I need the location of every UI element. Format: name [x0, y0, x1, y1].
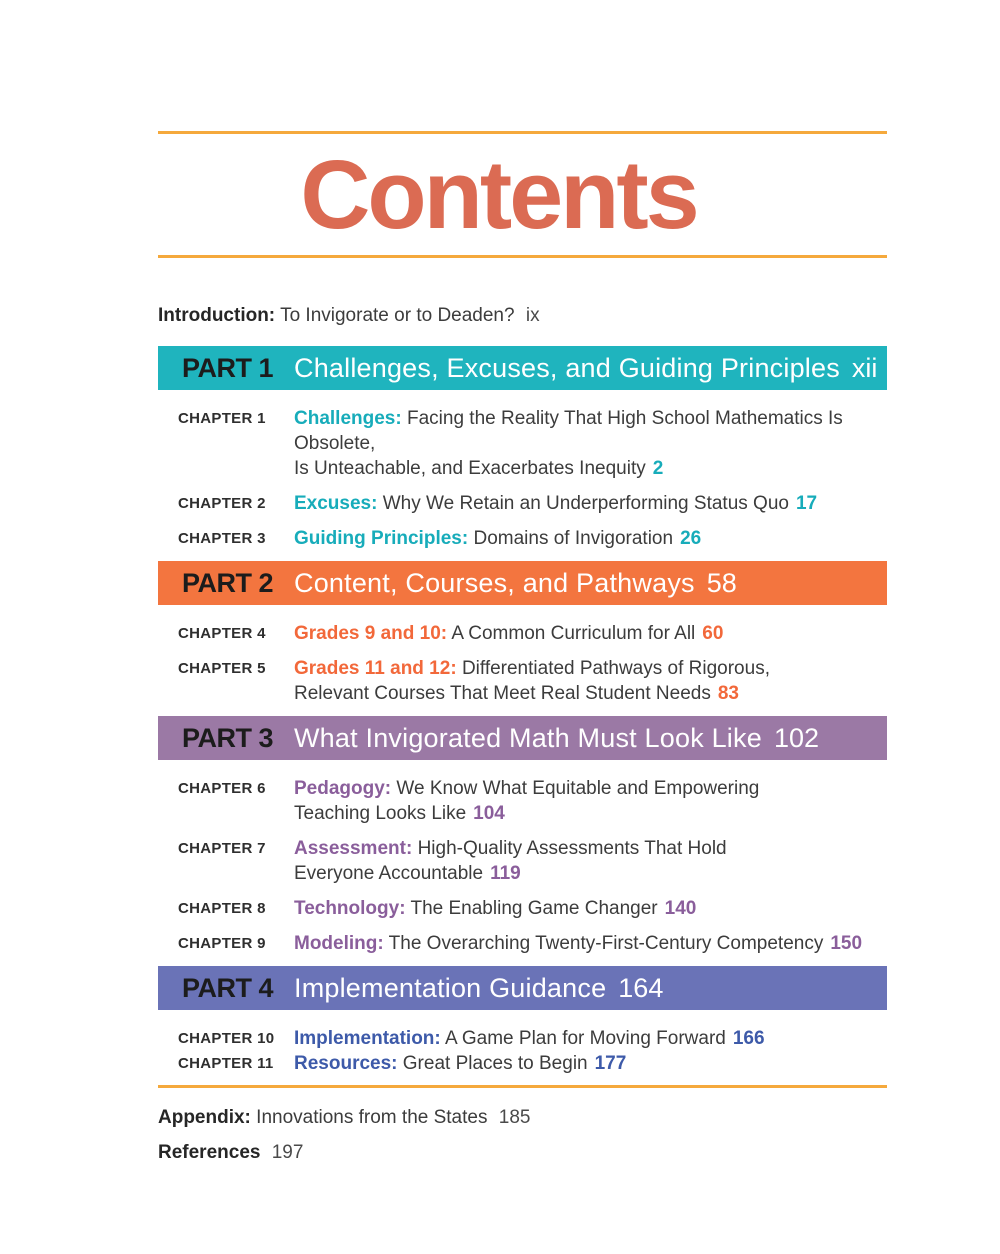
chapter-3-page-number: 26	[680, 528, 702, 549]
chapter-4-label: CHAPTER 4	[178, 625, 266, 642]
chapter-2-page-number: 17	[795, 493, 818, 514]
chapter-11-keyword: Resources:	[294, 1053, 398, 1074]
part-1-bar	[158, 346, 887, 390]
chapter-4-page-number: 60	[702, 623, 724, 644]
chapter-1-label: CHAPTER 1	[178, 410, 266, 427]
part-3-bar	[158, 716, 887, 760]
chapter-9-line-1: The Overarching Twenty-First-Century Competency	[388, 933, 824, 954]
part-2-page-number: 58	[706, 567, 737, 598]
appendix-entry	[158, 1106, 887, 1130]
bottom-rule	[158, 1085, 887, 1088]
part-2-label: PART 2	[182, 567, 274, 598]
chapter-5-page-number: 83	[717, 683, 739, 704]
chapter-1-text	[294, 406, 887, 481]
part-3-title: What Invigorated Math Must Look Like	[294, 722, 762, 753]
chapter-9-keyword: Modeling:	[294, 933, 384, 954]
intro-page-number: ix	[525, 305, 540, 326]
chapter-8-text	[294, 896, 887, 921]
chapter-7-line-1: High-Quality Assessments That Hold	[417, 838, 727, 859]
references-label: References	[158, 1142, 261, 1163]
chapter-row-8	[158, 896, 887, 921]
appendix-label: Appendix:	[158, 1107, 251, 1128]
chapter-9-text	[294, 931, 887, 956]
chapter-1-page-number: 2	[652, 458, 664, 479]
chapter-11-label: CHAPTER 11	[178, 1055, 274, 1072]
chapter-2-label: CHAPTER 2	[178, 495, 266, 512]
chapter-8-label: CHAPTER 8	[178, 900, 266, 917]
chapter-4-text	[294, 621, 887, 646]
chapter-4-line-1: A Common Curriculum for All	[451, 623, 696, 644]
part-2-bar	[158, 561, 887, 605]
chapter-row-1	[158, 406, 887, 481]
content-column	[158, 0, 887, 1165]
chapter-7-page-number: 119	[490, 863, 521, 884]
chapter-5-keyword: Grades 11 and 12:	[294, 658, 457, 679]
part-3-page-number: 102	[773, 722, 819, 753]
part-1-label: PART 1	[182, 352, 274, 383]
chapter-6-text	[294, 776, 887, 826]
part-section-2	[158, 561, 887, 706]
chapter-row-3	[158, 526, 887, 551]
chapter-10-keyword: Implementation:	[294, 1028, 441, 1049]
chapter-2-text	[294, 491, 887, 516]
chapter-11-text	[294, 1051, 887, 1076]
part-1-page-number: xii	[851, 352, 878, 383]
chapter-row-11	[158, 1051, 887, 1076]
chapter-2-line-1: Why We Retain an Underperforming Status Quo	[382, 493, 789, 514]
chapter-row-4	[158, 621, 887, 646]
chapter-5-line-1: Differentiated Pathways of Rigorous,	[461, 658, 770, 679]
chapter-2-keyword: Excuses:	[294, 493, 378, 514]
part-3-chapters	[158, 760, 887, 956]
chapter-row-5	[158, 656, 887, 706]
chapter-3-keyword: Guiding Principles:	[294, 528, 469, 549]
chapter-10-page-number: 166	[732, 1028, 765, 1049]
chapter-5-text	[294, 656, 887, 706]
part-4-title: Implementation Guidance	[294, 972, 607, 1003]
chapter-10-label: CHAPTER 10	[178, 1030, 275, 1047]
intro-entry	[158, 304, 887, 328]
chapter-11-page-number: 177	[594, 1053, 627, 1074]
chapter-3-line-1: Domains of Invigoration	[473, 528, 674, 549]
chapter-row-10	[158, 1026, 887, 1051]
chapter-6-label: CHAPTER 6	[178, 780, 266, 797]
chapter-11-line-1: Great Places to Begin	[402, 1053, 588, 1074]
part-4-bar	[158, 966, 887, 1010]
part-1-chapters	[158, 390, 887, 551]
chapter-8-page-number: 140	[664, 898, 697, 919]
chapter-10-text	[294, 1026, 887, 1051]
chapter-9-label: CHAPTER 9	[178, 935, 266, 952]
chapter-8-line-1: The Enabling Game Changer	[410, 898, 658, 919]
chapter-1-line-2: Is Unteachable, and Exacerbates Inequity	[294, 458, 646, 479]
chapter-6-keyword: Pedagogy:	[294, 778, 392, 799]
chapter-row-2	[158, 491, 887, 516]
part-section-3	[158, 716, 887, 956]
chapter-row-9	[158, 931, 887, 956]
chapter-9-page-number: 150	[830, 933, 863, 954]
chapter-1-keyword: Challenges:	[294, 408, 402, 429]
chapter-row-6	[158, 776, 887, 826]
part-2-chapters	[158, 605, 887, 706]
chapter-6-page-number: 104	[473, 803, 505, 824]
intro-label: Introduction:	[158, 305, 276, 326]
chapter-5-line-2: Relevant Courses That Meet Real Student Needs	[294, 683, 711, 704]
chapter-3-text	[294, 526, 887, 551]
chapter-7-label: CHAPTER 7	[178, 840, 266, 857]
title-divider-rule	[158, 255, 887, 258]
part-2-title: Content, Courses, and Pathways	[294, 567, 695, 598]
chapter-6-line-1: We Know What Equitable and Empowering	[396, 778, 760, 799]
part-4-page-number: 164	[618, 972, 664, 1003]
page-title: Contents	[300, 140, 697, 249]
part-section-4	[158, 966, 887, 1076]
part-section-1	[158, 346, 887, 551]
appendix-page-number: 185	[498, 1107, 531, 1128]
intro-text: To Invigorate or to Deaden?	[280, 305, 515, 326]
chapter-7-line-2: Everyone Accountable	[294, 863, 484, 884]
chapter-row-7	[158, 836, 887, 886]
chapter-4-keyword: Grades 9 and 10:	[294, 623, 448, 644]
chapter-10-line-1: A Game Plan for Moving Forward	[444, 1028, 726, 1049]
chapter-3-label: CHAPTER 3	[178, 530, 266, 547]
part-4-label: PART 4	[182, 972, 274, 1003]
part-3-label: PART 3	[182, 722, 274, 753]
references-entry	[158, 1141, 887, 1165]
chapter-7-text	[294, 836, 887, 886]
part-1-title: Challenges, Excuses, and Guiding Principles	[294, 352, 840, 383]
chapter-5-label: CHAPTER 5	[178, 660, 266, 677]
chapter-6-line-2: Teaching Looks Like	[294, 803, 467, 824]
chapter-1-line-1: Facing the Reality That High School Mathematics Is Obsolete,	[294, 408, 843, 454]
appendix-text: Innovations from the States	[256, 1107, 488, 1128]
part-4-chapters	[158, 1010, 887, 1076]
references-page-number: 197	[271, 1142, 304, 1163]
chapter-8-keyword: Technology:	[294, 898, 406, 919]
chapter-7-keyword: Assessment:	[294, 838, 413, 859]
